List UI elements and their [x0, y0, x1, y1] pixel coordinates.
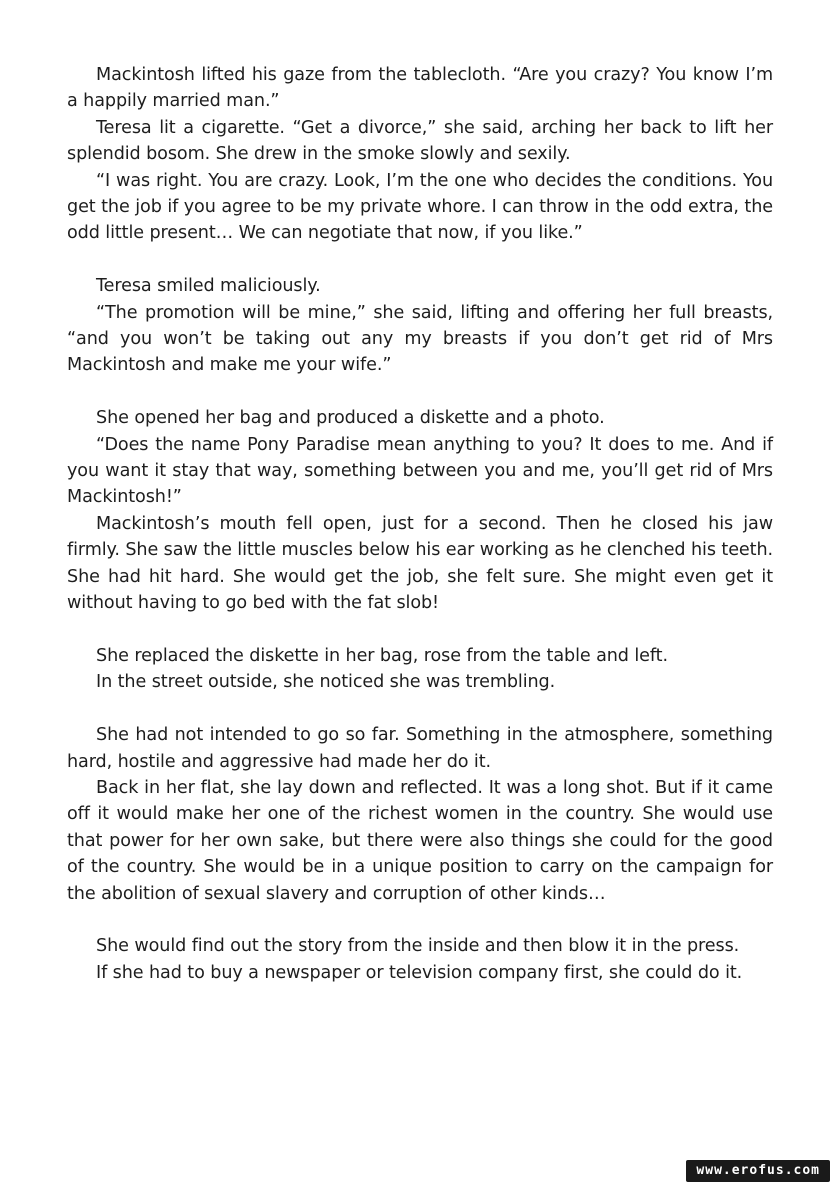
- paragraph: “The promotion will be mine,” she said, lifting and offering her full breasts, “and you won’t be taking out any my breasts if you don’t get rid of Mrs Mackintosh and make me your wife.”: [67, 302, 773, 376]
- paragraph: If she had to buy a newspaper or television company first, she could do it.: [96, 962, 743, 983]
- paragraph: Back in her flat, she lay down and reflected. It was a long shot. But if it came off it would make her one of the richest women in the country. She would use that power for her own sake, but there were also things she could for the good of the country. She would be in a unique position to carry on the campaign for the abolition of sexual slavery and corruption of other kinds…: [67, 777, 773, 904]
- document-page: [67, 62, 773, 986]
- paragraph: In the street outside, she noticed she was trembling.: [96, 672, 556, 693]
- paragraph: Mackintosh lifted his gaze from the tablecloth. “Are you crazy? You know I’m a happily married man.”: [67, 65, 773, 112]
- paragraph: She had not intended to go so far. Something in the atmosphere, something hard, hostile and aggressive had made her do it.: [67, 725, 773, 772]
- paragraph: She opened her bag and produced a diskette and a photo.: [96, 408, 605, 429]
- paragraph: Teresa lit a cigarette. “Get a divorce,” she said, arching her back to lift her splendid bosom. She drew in the smoke slowly and sexily.: [67, 117, 773, 165]
- paragraph: She replaced the diskette in her bag, rose from the table and left.: [96, 645, 668, 666]
- paragraph: Mackintosh’s mouth fell open, just for a second. Then he closed his jaw firmly. She saw the little muscles below his ear working as he clenched his teeth. She had hit hard. She would get the job, she felt sure. She might even get it without having to go bed with the fat slob!: [67, 513, 773, 614]
- paragraph: She would find out the story from the inside and then blow it in the press.: [96, 936, 740, 957]
- paragraph: “I was right. You are crazy. Look, I’m the one who decides the conditions. You get the job if you agree to be my private whore. I can throw in the odd extra, the odd little present… We can negotiate that now, if you like.”: [67, 170, 773, 244]
- paragraph: Teresa smiled maliciously.: [96, 276, 321, 297]
- paragraph: “Does the name Pony Paradise mean anything to you? It does to me. And if you want it stay that way, something between you and me, you’ll get rid of Mrs Mackintosh!”: [67, 434, 773, 508]
- watermark-logo: www.erofus.com: [686, 1160, 830, 1182]
